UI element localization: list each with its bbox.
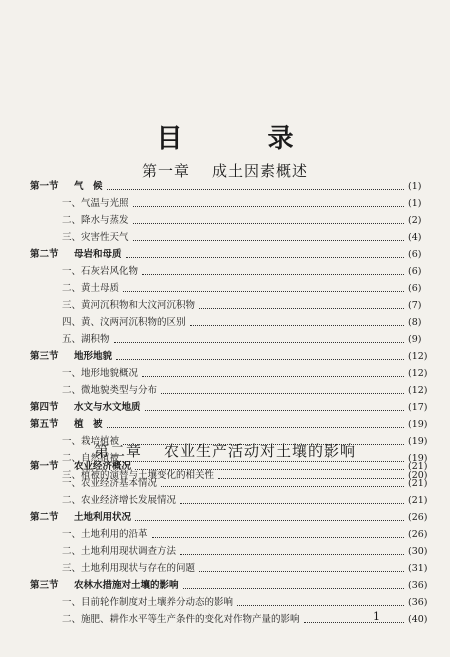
toc-entry-label: 一、目前轮作制度对土壤养分动态的影响: [62, 597, 234, 608]
dot-leader: [107, 427, 404, 428]
section-number: 第一节: [30, 181, 59, 192]
toc-page-number: (12): [408, 351, 428, 362]
toc-page-number: (40): [408, 614, 428, 625]
section-title: 土地利用状况: [74, 512, 132, 523]
section-title: 水文与水文地质: [74, 402, 141, 413]
toc-entry-label: 二、自然植被: [62, 453, 120, 464]
dot-leader: [142, 376, 404, 377]
toc-page-number: (4): [408, 232, 422, 243]
toc-entry-label: [0, 458, 131, 475]
dot-leader: [126, 257, 404, 258]
toc-section-row: [0, 509, 450, 526]
toc-page-number: (1): [408, 181, 422, 192]
dot-leader: [123, 291, 404, 292]
toc-entry-label: 五、湖积物: [62, 334, 110, 345]
toc-page-number: (12): [408, 385, 428, 396]
dot-leader: [199, 571, 404, 572]
toc-entry-label: 三、灾害性天气: [62, 232, 129, 243]
dot-leader: [142, 274, 404, 275]
toc-entry-label: 一、栽培植被: [62, 436, 120, 447]
dot-leader: [152, 537, 404, 538]
section-number: 第四节: [30, 402, 59, 413]
toc-page-number: (21): [408, 461, 428, 472]
toc-page-number: (9): [408, 334, 422, 345]
toc-subsection-row: [0, 611, 450, 628]
dot-leader: [135, 469, 404, 470]
toc-page-number: (6): [408, 266, 422, 277]
toc-page-number: (19): [408, 453, 428, 464]
toc-subsection-row: [0, 382, 450, 399]
toc-page-number: (31): [408, 563, 428, 574]
toc-subsection-row: [0, 526, 450, 543]
section-number: 第三节: [30, 351, 59, 362]
dot-leader: [180, 554, 404, 555]
toc-entry-label: [0, 246, 122, 263]
section-title: 植 被: [74, 419, 103, 430]
toc-subsection-row: [0, 314, 450, 331]
toc-subsection-row: [0, 212, 450, 229]
toc-entry-label: 二、施肥、耕作水平等生产条件的变化对作物产量的影响: [62, 614, 300, 625]
toc-subsection-row: [0, 475, 450, 492]
toc-section-row: [0, 577, 450, 594]
toc-page-number: (6): [408, 283, 422, 294]
dot-leader: [114, 342, 404, 343]
toc-page-number: (17): [408, 402, 428, 413]
chapter-title: 农业生产活动对土壤的影响: [164, 442, 357, 460]
toc-entry-label: 三、黄河沉积物和大汶河沉积物: [62, 300, 196, 311]
section-title: 母岩和母质: [74, 249, 122, 260]
page-number: 1: [373, 610, 380, 623]
dot-leader: [133, 206, 404, 207]
toc-subsection-row: [0, 492, 450, 509]
chapter-title: 成土因素概述: [212, 162, 309, 180]
toc-subsection-row: [0, 263, 450, 280]
toc-entry-label: 四、黄、汶两河沉积物的区别: [62, 317, 186, 328]
toc-section-row: [0, 246, 450, 263]
toc-subsection-row: [0, 543, 450, 560]
toc-entry-label: 一、地形地貌概况: [62, 368, 139, 379]
toc-page-number: (36): [408, 597, 428, 608]
toc-entry-label: 二、微地貌类型与分布: [62, 385, 158, 396]
section-number: 第一节: [30, 461, 59, 472]
section-title: 气 候: [74, 181, 103, 192]
dot-leader: [135, 520, 404, 521]
section-number: 第二节: [30, 249, 59, 260]
toc-section-row: [0, 178, 450, 195]
section-title: 农业经济概况: [74, 461, 132, 472]
toc-page-number: (21): [408, 495, 428, 506]
toc-section-row: [0, 399, 450, 416]
toc-section-row: [0, 416, 450, 433]
toc-entry-label: [0, 399, 141, 416]
toc-page-number: (7): [408, 300, 422, 311]
toc-title: 目 录: [156, 124, 332, 154]
toc-entry-label: [0, 509, 131, 526]
toc-page-number: (1): [408, 198, 422, 209]
dot-leader: [145, 410, 404, 411]
toc-entry-label: 二、土地利用现状调查方法: [62, 546, 177, 557]
dot-leader: [190, 325, 404, 326]
toc-entry-label: 三、植被的演替与土壤变化的相关性: [62, 470, 215, 481]
chapter-number: 第二章: [93, 442, 142, 460]
toc-page-number: (12): [408, 368, 428, 379]
toc-page-number: (8): [408, 317, 422, 328]
dot-leader: [161, 393, 404, 394]
toc-subsection-row: [0, 331, 450, 348]
toc-page-number: (6): [408, 249, 422, 260]
section-title: 农林水措施对土壤的影响: [74, 580, 179, 591]
section-title: 地形地貌: [74, 351, 113, 362]
toc-entry-label: 一、农业经济基本情况: [62, 478, 158, 489]
toc-entry-label: 三、土地利用现状与存在的问题: [62, 563, 196, 574]
toc-page-number: (19): [408, 436, 428, 447]
dot-leader: [133, 223, 404, 224]
dot-leader: [199, 308, 404, 309]
toc-entry-label: 一、气温与光照: [62, 198, 129, 209]
section-number: 第五节: [30, 419, 59, 430]
toc-entry-label: 二、黄土母质: [62, 283, 120, 294]
dot-leader: [237, 605, 404, 606]
toc-section-row: [0, 348, 450, 365]
toc-subsection-row: [0, 229, 450, 246]
toc-page-number: (26): [408, 512, 428, 523]
toc-page-number: (26): [408, 529, 428, 540]
chapter-number: 第一章: [141, 162, 190, 180]
toc-list-chapter-1: [0, 178, 450, 484]
toc-subsection-row: [0, 560, 450, 577]
toc-subsection-row: [0, 365, 450, 382]
toc-page-number: (36): [408, 580, 428, 591]
dot-leader: [107, 189, 404, 190]
toc-section-row: [0, 458, 450, 475]
dot-leader: [161, 486, 404, 487]
toc-entry-label: [0, 178, 103, 195]
toc-subsection-row: [0, 594, 450, 611]
toc-page-number: (30): [408, 546, 428, 557]
toc-entry-label: [0, 577, 179, 594]
dot-leader: [116, 359, 404, 360]
section-number: 第三节: [30, 580, 59, 591]
toc-page-number: (21): [408, 478, 428, 489]
toc-page-number: (20): [408, 470, 428, 481]
toc-entry-label: [0, 416, 103, 433]
toc-entry-label: 二、降水与蒸发: [62, 215, 129, 226]
toc-entry-label: [0, 348, 112, 365]
toc-page-number: (19): [408, 419, 428, 430]
toc-page-number: (2): [408, 215, 422, 226]
toc-list-chapter-2: [0, 458, 450, 628]
section-number: 第二节: [30, 512, 59, 523]
toc-subsection-row: [0, 195, 450, 212]
dot-leader: [304, 622, 404, 623]
dot-leader: [180, 503, 404, 504]
toc-entry-label: 一、石灰岩风化物: [62, 266, 139, 277]
dot-leader: [183, 588, 404, 589]
toc-subsection-row: [0, 280, 450, 297]
toc-entry-label: 一、土地利用的沿革: [62, 529, 148, 540]
dot-leader: [133, 240, 404, 241]
toc-entry-label: 二、农业经济增长发展情况: [62, 495, 177, 506]
toc-subsection-row: [0, 297, 450, 314]
